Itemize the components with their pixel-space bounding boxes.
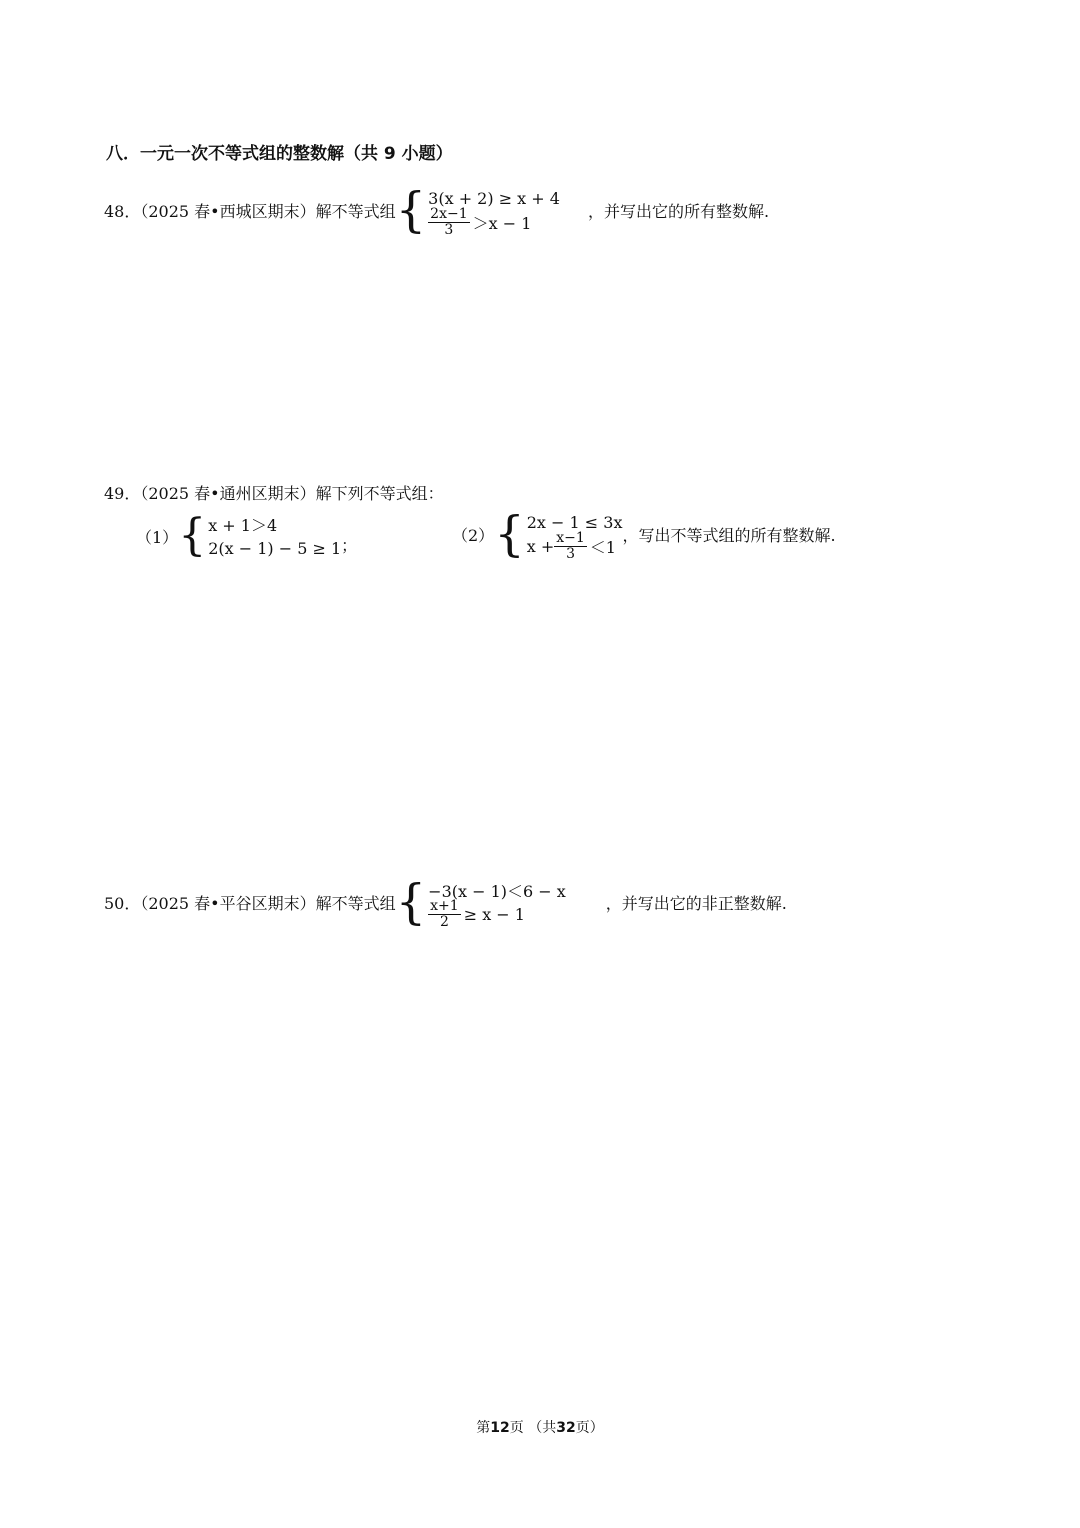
- q49-p1-ineq-2: 2(x − 1) − 5 ≥ 1: [208, 538, 342, 558]
- question-50-prefix: 50．（2025 春•平谷区期末）解不等式组: [104, 893, 396, 913]
- q50-frac-denominator: 2: [439, 913, 449, 930]
- question-50: [104, 874, 787, 930]
- q49-p1-ineq-1: x + 1＞4: [208, 515, 278, 535]
- q48-frac-denominator: 3: [444, 221, 454, 238]
- q48-ineq-1: 3(x + 2) ≥ x + 4: [428, 188, 560, 208]
- footer-mid: 页 （共: [509, 1420, 557, 1436]
- q50-ineq-1: −3(x − 1)＜6 − x: [428, 881, 566, 901]
- q49-p1-label: （1）: [136, 527, 179, 547]
- q49-p2-frac-denominator: 3: [566, 545, 575, 562]
- brace-icon: {: [494, 506, 525, 562]
- question-50-suffix: ，并写出它的非正整数解.: [605, 893, 787, 913]
- q50-ineq-2: [428, 897, 566, 930]
- question-49-part-1: [136, 512, 357, 560]
- q49-p2-ineq-2-rest: ＜1: [589, 537, 616, 557]
- question-48: [104, 182, 770, 242]
- q49-p2-fraction: [554, 531, 587, 561]
- q49-p2-suffix: ，写出不等式组的所有整数解.: [622, 525, 836, 545]
- q49-p2-ineq-2-pre: x +: [526, 536, 555, 556]
- footer-total-pages: 32: [556, 1420, 576, 1436]
- brace-icon: {: [395, 874, 427, 930]
- q50-frac-numerator: x+1: [430, 897, 459, 914]
- brace-icon: {: [178, 510, 207, 561]
- q49-p2-ineq-2: [526, 529, 623, 562]
- q50-ineq-2-rest: ≥ x − 1: [463, 904, 525, 924]
- question-48-prefix: 48．（2025 春•西城区期末）解不等式组: [104, 201, 396, 221]
- page-footer: [0, 1417, 1080, 1437]
- question-49-part-2: [452, 506, 836, 562]
- question-48-suffix: ，并写出它的所有整数解.: [587, 201, 770, 221]
- question-49-prefix: 49．（2025 春•通州区期末）解下列不等式组：: [104, 484, 444, 503]
- q48-fraction: [428, 207, 469, 237]
- q49-p1-end: ；: [341, 536, 358, 555]
- q50-fraction: [428, 899, 461, 929]
- brace-icon: {: [395, 182, 427, 238]
- q48-ineq-2: [428, 205, 560, 238]
- q49-p2-ineq-1: 2x − 1 ≤ 3x: [526, 512, 623, 532]
- section-title: 八．一元一次不等式组的整数解（共 9 小题）: [106, 144, 453, 164]
- footer-page-number: 12: [490, 1420, 510, 1436]
- q48-ineq-2-rest: ＞x − 1: [472, 213, 532, 233]
- footer-post: 页）: [575, 1420, 604, 1436]
- q49-p2-label: （2）: [452, 525, 495, 545]
- footer-pre: 第: [476, 1420, 491, 1436]
- q48-frac-numerator: 2x−1: [430, 205, 468, 222]
- q49-p2-frac-numerator: x−1: [556, 529, 585, 546]
